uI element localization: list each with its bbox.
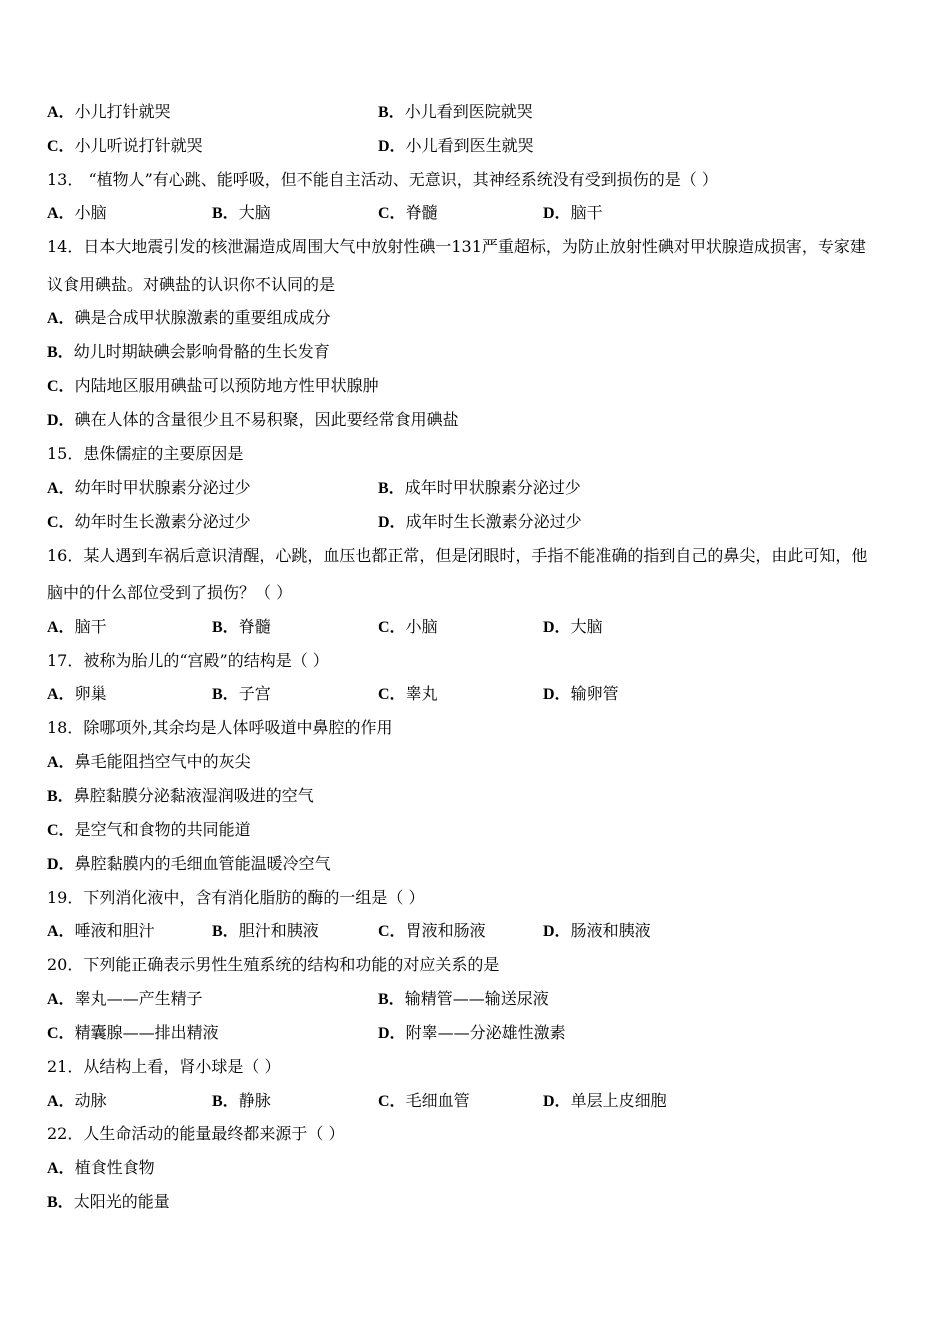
q20-option-d: D．附睾——分泌雄性激素: [378, 1023, 566, 1042]
q21-option-b: B．静脉: [212, 1091, 271, 1110]
q16-stem-line2: 脑中的什么部位受到了损伤？（ ）: [47, 583, 293, 602]
q12-option-d: D．小儿看到医生就哭: [378, 136, 534, 155]
q17-option-d: D．输卵管: [543, 684, 619, 703]
q18-option-b: B．鼻腔黏膜分泌黏液湿润吸进的空气: [47, 786, 314, 805]
q20-option-b: B．输精管——输送尿液: [378, 989, 549, 1008]
q19-option-b: B．胆汁和胰液: [212, 921, 319, 940]
q13-option-d: D．脑干: [543, 203, 603, 222]
q17-option-a: A．卵巢: [47, 684, 107, 703]
q20-option-c: C．精囊腺——排出精液: [47, 1023, 219, 1042]
q15-stem: 15．患侏儒症的主要原因是: [47, 444, 244, 463]
q14-option-b: B．幼儿时期缺碘会影响骨骼的生长发育: [47, 342, 330, 361]
q19-stem: 19．下列消化液中，含有消化脂肪的酶的一组是（ ）: [47, 888, 425, 907]
q21-option-a: A．动脉: [47, 1091, 107, 1110]
q15-option-c: C．幼年时生长激素分泌过少: [47, 512, 251, 531]
q16-option-a: A．脑干: [47, 617, 107, 636]
q18-option-d: D．鼻腔黏膜内的毛细血管能温暖冷空气: [47, 854, 331, 873]
q18-stem: 18．除哪项外,其余均是人体呼吸道中鼻腔的作用: [47, 718, 393, 737]
q14-option-c: C．内陆地区服用碘盐可以预防地方性甲状腺肿: [47, 376, 379, 395]
q19-option-c: C．胃液和肠液: [378, 921, 486, 940]
q16-option-d: D．大脑: [543, 617, 603, 636]
q18-option-a: A．鼻毛能阻挡空气中的灰尖: [47, 752, 251, 771]
q21-option-c: C．毛细血管: [378, 1091, 470, 1110]
q22-option-b: B．太阳光的能量: [47, 1192, 170, 1211]
q14-stem-line2: 议食用碘盐。对碘盐的认识你不认同的是: [47, 275, 336, 294]
q22-option-a: A．植食性食物: [47, 1158, 155, 1177]
q15-option-a: A．幼年时甲状腺素分泌过少: [47, 478, 251, 497]
q16-option-b: B．脊髓: [212, 617, 271, 636]
q12-option-c: C．小儿听说打针就哭: [47, 136, 203, 155]
q21-stem: 21．从结构上看，肾小球是（ ）: [47, 1057, 281, 1076]
q17-option-b: B．子宫: [212, 684, 271, 703]
q18-option-c: C．是空气和食物的共同能道: [47, 820, 251, 839]
q12-option-b: B．小儿看到医院就哭: [378, 102, 533, 121]
q13-option-c: C．脊髓: [378, 203, 438, 222]
q20-stem: 20．下列能正确表示男性生殖系统的结构和功能的对应关系的是: [47, 955, 500, 974]
q13-option-b: B．大脑: [212, 203, 271, 222]
q20-option-a: A．睾丸——产生精子: [47, 989, 203, 1008]
q17-stem: 17．被称为胎儿的“宫殿”的结构是（ ）: [47, 651, 329, 670]
q21-option-d: D．单层上皮细胞: [543, 1091, 667, 1110]
q13-option-a: A．小脑: [47, 203, 107, 222]
q14-option-a: A．碘是合成甲状腺激素的重要组成成分: [47, 308, 331, 327]
q16-option-c: C．小脑: [378, 617, 438, 636]
q14-option-d: D．碘在人体的含量很少且不易积聚，因此要经常食用碘盐: [47, 410, 459, 429]
q15-option-d: D．成年时生长激素分泌过少: [378, 512, 582, 531]
q22-stem: 22．人生命活动的能量最终都来源于（ ）: [47, 1124, 345, 1143]
q19-option-d: D．肠液和胰液: [543, 921, 651, 940]
q12-option-a: A．小儿打针就哭: [47, 102, 171, 121]
q16-stem-line1: 16．某人遇到车祸后意识清醒，心跳，血压也都正常，但是闭眼时，手指不能准确的指到自己的鼻尖，由此可知，他: [47, 546, 868, 565]
q14-stem-line1: 14．日本大地震引发的核泄漏造成周围大气中放射性碘一131严重超标，为防止放射性碘对甲状腺造成损害，专家建: [47, 237, 866, 256]
q15-option-b: B．成年时甲状腺素分泌过少: [378, 478, 581, 497]
q17-option-c: C．睾丸: [378, 684, 438, 703]
q19-option-a: A．唾液和胆汁: [47, 921, 155, 940]
q13-stem: 13． “植物人”有心跳、能呼吸，但不能自主活动、无意识，其神经系统没有受到损伤的是（ ）: [47, 170, 718, 189]
